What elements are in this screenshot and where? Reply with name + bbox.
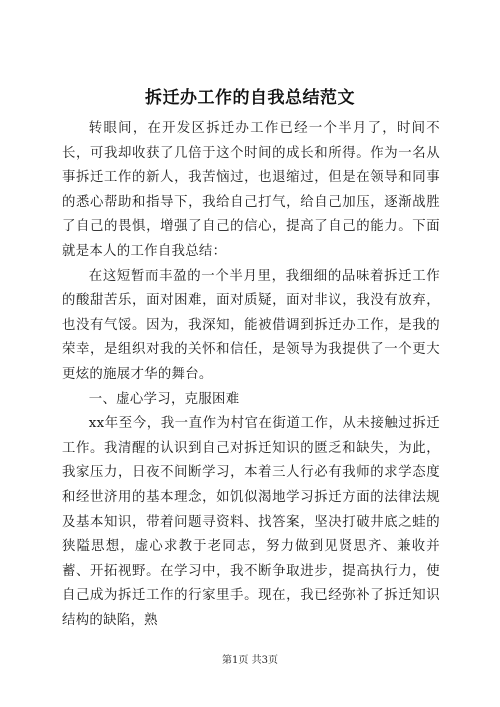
reflection-paragraph: 在这短暂而丰盈的一个半月里，我细细的品味着拆迁工作的酸甜苦乐，面对困难，面对质疑，面对非议，我没有放弃，也没有气馁。因为，我深知，能被借调到拆迁办工作，是我的荣幸，是组织对我的关怀和信任，是领导为我提供了一个更大更炫的施展才华的舞台。	[62, 268, 440, 382]
section-heading: 一、虚心学习，克服困难	[88, 391, 240, 407]
document-body	[62, 117, 440, 633]
page-footer: 第1页 共3页	[222, 655, 278, 666]
section-paragraph: xx年至今，我一直作为村官在街道工作，从未接触过拆迁工作。我清醒的认识到自己对拆迁知识的匮乏和缺失，为此，我家压力，日夜不间断学习，本着三人行必有我师的求学态度和经世济用的基本理念，如饥似渴地学习拆迁方面的法律法规及基本知识，带着问题寻资料、找答案，坚决打破井底之蛙的狭隘思想，虚心求教于老同志，努力做到见贤思齐、兼收并蓄、开拓视野。在学习中，我不断争取进步，提高执行力，使自己成为拆迁工作的行家里手。现在，我已经弥补了拆迁知识结构的缺陷，熟	[62, 416, 440, 628]
document-title: 拆迁办工作的自我总结范文	[145, 88, 355, 108]
intro-paragraph: 转眼间，在开发区拆迁办工作已经一个半月了，时间不长，可我却收获了几倍于这个时间的成长和所得。作为一名从事拆迁工作的新人，我苦恼过，也退缩过，但是在领导和同事的悉心帮助和指导下，我给自己打气，给自己加压，逐渐战胜了自己的畏惧，增强了自己的信心，提高了自己的能力。下面就是本人的工作自我总结：	[62, 121, 440, 259]
